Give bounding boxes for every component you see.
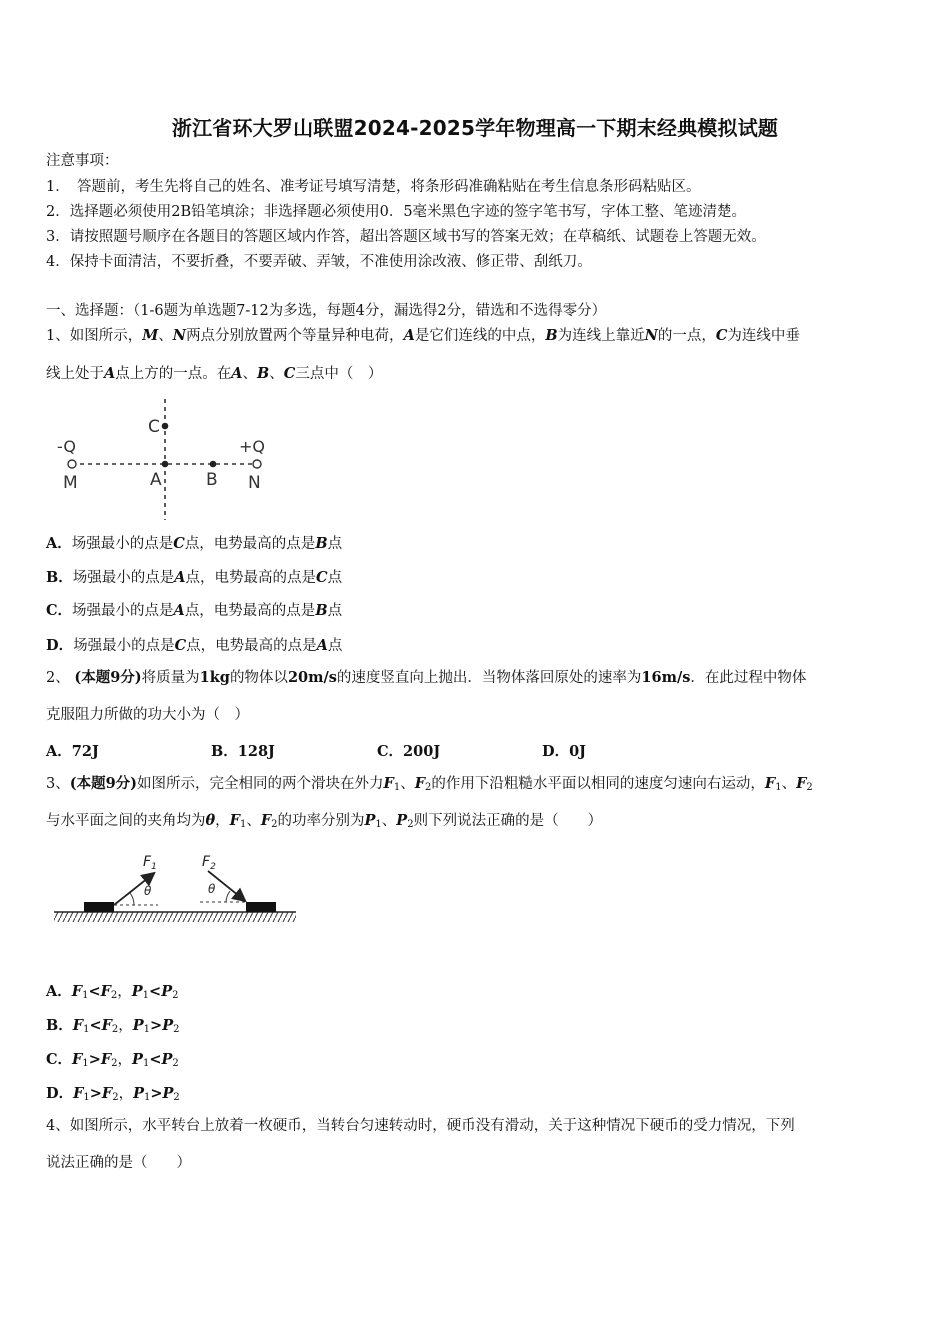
q1-option-d[interactable]: D．场强最小的点是C点，电势最高的点是A点 bbox=[46, 637, 343, 654]
notice-heading: 注意事项： bbox=[46, 153, 119, 169]
q1-option-b[interactable]: B．场强最小的点是A点，电势最高的点是C点 bbox=[46, 569, 343, 586]
q3-option-c[interactable]: C．$F_1>F_2$，$P_1<P_2$ bbox=[46, 1051, 179, 1069]
q4-stem-line1: 4、如图所示，水平转台上放着一枚硬币，当转台匀速转动时，硬币没有滑动，关于这种情况下硬币的受力情况，下列 bbox=[46, 1118, 795, 1134]
q2-stem-line1: 2、 (本题9分)将质量为1kg的物体以20m/s的速度竖直向上抛出．当物体落回原处的速率为16m/s．在此过程中物体 bbox=[46, 669, 807, 686]
label-B: B bbox=[206, 470, 218, 490]
notice-item-1: 1． 答题前，考生先将自己的姓名、准考证号填写清楚，将条形码准确粘贴在考生信息条形码粘贴区。 bbox=[46, 179, 701, 195]
point-M-marker bbox=[68, 460, 76, 468]
q2-option-c[interactable]: C．200J bbox=[377, 743, 441, 760]
q1-option-a[interactable]: A．场强最小的点是C点，电势最高的点是B点 bbox=[46, 535, 343, 552]
notice-item-3: 3．请按照题号顺序在各题目的答题区域内作答，超出答题区域书写的答案无效；在草稿纸、试题卷上答题无效。 bbox=[46, 229, 766, 245]
label-M: M bbox=[63, 473, 78, 493]
q3-stem-line2: 与水平面之间的夹角均为θ，$F_1$、$F_2$的功率分别为$P_1$、$P_2$则下列说法正确的是（ ） bbox=[46, 812, 603, 830]
notice-item-4: 4．保持卡面清洁，不要折叠，不要弄破、弄皱，不准使用涂改液、修正带、刮纸刀。 bbox=[46, 254, 592, 270]
q1-stem-line1: 1、如图所示，M、N两点分别放置两个等量异种电荷，A是它们连线的中点，B为连线上靠近N的一点，C为连线中垂 bbox=[46, 327, 800, 344]
point-A-marker bbox=[162, 461, 169, 468]
q3-force-figure bbox=[50, 848, 300, 930]
label-theta2: θ bbox=[208, 882, 216, 896]
label-C: C bbox=[148, 417, 160, 437]
label-minus-q: -Q bbox=[57, 437, 76, 456]
notice-item-2: 2．选择题必须使用2B铅笔填涂；非选择题必须使用0．5毫米黑色字迹的签字笔书写，字体工整、笔迹清楚。 bbox=[46, 204, 747, 220]
q2-stem-line2: 克服阻力所做的功大小为（ ） bbox=[46, 707, 249, 723]
q3-option-d[interactable]: D．$F_1>F_2$，$P_1>P_2$ bbox=[46, 1085, 180, 1103]
theta2-arc bbox=[226, 891, 230, 902]
label-plus-q: +Q bbox=[239, 437, 265, 456]
point-N-marker bbox=[253, 460, 261, 468]
label-N: N bbox=[248, 473, 261, 493]
page-title: 浙江省环大罗山联盟2024-2025学年物理高一下期末经典模拟试题 bbox=[171, 116, 779, 140]
q1-option-c[interactable]: C．场强最小的点是A点，电势最高的点是B点 bbox=[46, 602, 343, 619]
q2-option-d[interactable]: D．0J bbox=[542, 743, 587, 760]
theta1-arc bbox=[130, 893, 134, 905]
q3-option-b[interactable]: B．$F_1<F_2$，$P_1>P_2$ bbox=[46, 1017, 180, 1035]
q3-option-a[interactable]: A．$F_1<F_2$，$P_1<P_2$ bbox=[46, 983, 179, 1001]
point-B-marker bbox=[210, 461, 217, 468]
slider-1 bbox=[84, 902, 114, 912]
label-f1: $F_1$ bbox=[143, 854, 157, 872]
label-A: A bbox=[150, 470, 162, 490]
point-C-marker bbox=[162, 423, 169, 430]
q4-stem-line2: 说法正确的是（ ） bbox=[46, 1155, 191, 1171]
q3-stem-line1: 3、(本题9分)如图所示，完全相同的两个滑块在外力$F_1$、$F_2$的作用下沿粗糙水平面以相同的速度匀速向右运动，$F_1$、$F_2$ bbox=[46, 775, 813, 793]
q1-stem-line2: 线上处于A点上方的一点。在A、B、C三点中（ ） bbox=[46, 365, 383, 382]
section-heading: 一、选择题：（1-6题为单选题7-12为多选，每题4分，漏选得2分，错选和不选得零分） bbox=[46, 303, 607, 319]
label-f2: $F_2$ bbox=[202, 854, 216, 872]
rough-ground bbox=[54, 912, 296, 922]
q2-option-b[interactable]: B．128J bbox=[211, 743, 275, 760]
label-theta1: θ bbox=[144, 884, 152, 898]
slider-2 bbox=[246, 902, 276, 912]
q2-option-a[interactable]: A．72J bbox=[46, 743, 99, 760]
q1-charge-figure bbox=[52, 395, 282, 525]
